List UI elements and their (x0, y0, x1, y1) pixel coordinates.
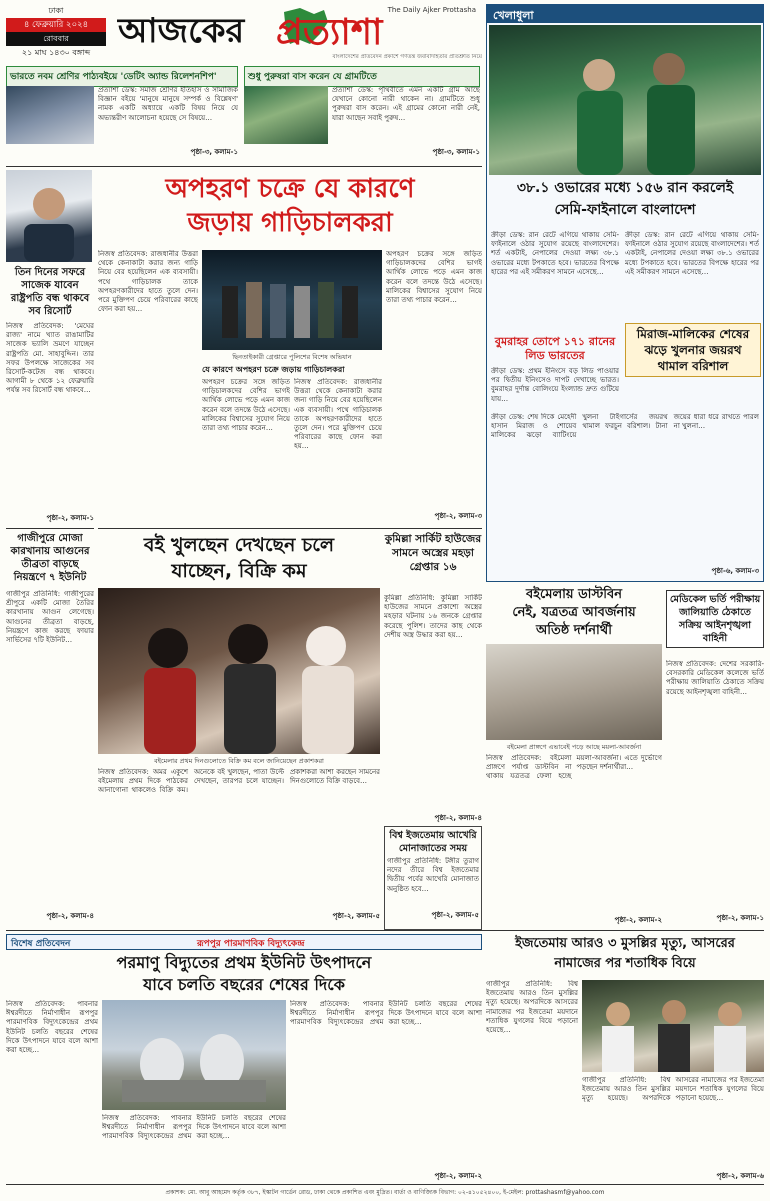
arrest-photo (202, 250, 382, 350)
comilla-body: কুমিল্লা প্রতিনিধি: কুমিল্লা সার্কিট হাউজের সামনে প্রকাশ্যে অস্ত্রের মহড়ার ঘটনায় ১৬ জনকে গ্রেপ্তার করেছে পুলিশ। তাদের কাছ থেকে দেশীয় অস্ত্র উদ্ধার করা হয়… (384, 594, 482, 639)
medical-body: নিজস্ব প্রতিবেদক: দেশের সরকারি-বেসরকারি মেডিকেল কলেজে ভর্তি পরীক্ষায় জালিয়াতি ঠেকাতে সক্রিয় রয়েছে আইনশৃঙ্খলা বাহিনী… (666, 660, 764, 696)
special-report-body-col2: নিজস্ব প্রতিবেদক: পাবনার ঈশ্বরদীতে নির্মাণাধীন রূপপুর পারমাণবিক বিদ্যুৎকেন্দ্রের প্রথম ইউনিট চলতি বছরের শেষের দিকে উৎপাদনে যাবে বলে আশা করা হচ্ছে… (102, 1114, 286, 1141)
lead-headline-1: অপহরণ চক্রে যে কারণে (165, 174, 415, 204)
comilla-headline: কুমিল্লা সার্কিট হাউজের সামনে অস্ত্রের মহড়া গ্রেপ্তার ১৬ (384, 533, 482, 573)
top-mid-headline: শুধু পুরুষরা বাস করেন যে গ্রামটিতে (244, 66, 480, 87)
ijtema-wedding-photo (582, 980, 764, 1072)
date-box (6, 4, 106, 64)
title-part-1: আজকের (118, 11, 245, 51)
cricketers-photo (489, 25, 761, 175)
bookfair-readers (98, 588, 380, 754)
top-mid-body: প্রত্যাশা ডেস্ক: পৃথিবীতে এমন একটি গ্রাম আছে যেখানে কোনো নারী থাকেন না। গ্রামটিতে শুধু পুরুষরা বাস করেন। এই গ্রামের কোনো নারী নেই, যারা আছেন সবাই পুরুষ… (332, 86, 480, 122)
bumrah-body: ক্রীড়া ডেস্ক: প্রথম ইনিংসে বড় লিড পাওয়ার পর দ্বিতীয় ইনিংসেও দাপট দেখাচ্ছে ভারত। বুমরাহর দুর্দান্ত বোলিংয়ে ইংল্যান্ড দ্রুত গুটিয়ে যায়… (491, 367, 619, 403)
bookfair-headline (98, 532, 380, 584)
lead-photo-caption: ছিনতাইকারী গ্রেপ্তারে পুলিশের বিশেষ অভিযান (232, 353, 352, 361)
ijtema-headline-1: ইজতেমায় আরও ৩ মুসল্লির মৃত্যু, আসরের (515, 936, 735, 951)
special-report-headline-2: যাবে চলতি বছরের শেষের দিকে (143, 975, 345, 994)
sports-cont: পৃষ্ঠা-৬, কলাম-৩ (711, 567, 759, 575)
lead-body-col3: নিজস্ব প্রতিবেদক: রাজধানীর উত্তরা থেকে কেনাকাটা করার জন্য গাড়ি নিয়ে বের হয়েছিলেন এক ব্যবসায়ী। পথে গাড়িচালক তাকে অপহরণকারীদের হাতে তুলে দেন। পরে মুক্তিপণ চেয়ে পরিবারের কাছে ফোন করা হয়… (294, 378, 382, 451)
tagline: বাংলাদেশের প্রতিবেদন প্রকাশে গণতন্ত্র জবাবদিহিতার প্রতিশ্রুতি নিয়ে (332, 54, 482, 60)
masthead (6, 4, 482, 64)
ijtema-cont: পৃষ্ঠা-২, কলাম-৬ (716, 1172, 764, 1180)
power-plant-photo (102, 1000, 286, 1110)
bpl-body: ক্রীড়া ডেস্ক: শেষ দিকে মেহেদী হাসান মিরাজ ও শোয়েব মালিকের ঝড়ো ব্যাটিংয়ে খুলনা টাইগার্সের জয়রথ থামাল ফরচুন বরিশাল। টানা জয়ের ধারা ধরে রাখতে পারল না খুলনা… (491, 413, 759, 440)
bpl-headline-2: ঝড়ে খুলনার জয়রথ (644, 343, 742, 357)
top-mid-story (244, 66, 480, 164)
village-photo (244, 86, 328, 144)
top-left-cont: পৃষ্ঠা-৩, কলাম-১ (190, 148, 238, 156)
english-title: The Daily Ajker Prottasha (387, 6, 476, 14)
ijtema-small-body: গাজীপুর প্রতিনিধি: টঙ্গীর তুরাগ নদের তীরে বিশ্ব ইজতেমার দ্বিতীয় পর্বের আখেরি মোনাজাত অনুষ্ঠিত হবে… (387, 857, 479, 893)
mid-divider (6, 930, 764, 931)
lead-cont: পৃষ্ঠা-২, কলাম-৩ (434, 512, 482, 520)
president-cont: পৃষ্ঠা-২, কলাম-১ (46, 514, 94, 522)
lead-headline-2: জড়ায় গাড়িচালকরা (187, 208, 393, 238)
special-report-tag: বিশেষ প্রতিবেদন (11, 939, 71, 949)
lead-subhead: যে কারণে অপহরণ চক্রে জড়ায় গাড়িচালকরা (202, 365, 345, 374)
weekday: রোববার (6, 32, 106, 46)
bookfair-photo (98, 588, 380, 754)
bpl-headline-1: মিরাজ-মালিকের শেষের (636, 327, 750, 341)
lead-divider (98, 528, 482, 529)
city: ঢাকা (48, 6, 64, 15)
title-part-2: প্রত্যাশা (276, 12, 383, 52)
dustbin-body: নিজস্ব প্রতিবেদক: বইমেলা প্রাঙ্গণে পর্যাপ্ত ডাস্টবিন না থাকায় যত্রতত্র ফেলা হচ্ছে ময়লা-আবর্জনা। এতে দুর্ভোগে পড়ছেন দর্শনার্থীরা… (486, 754, 662, 781)
classroom-photo (6, 86, 94, 144)
power-plant-domes (102, 1000, 286, 1110)
footer-rule (6, 1184, 764, 1185)
bumrah-headline: বুমরাহর তোপে ১৭১ রানের লিড ভারতের (494, 335, 616, 362)
lead-body-col1: নিজস্ব প্রতিবেদক: রাজধানীর উত্তরা থেকে কেনাকাটা করার জন্য গাড়ি নিয়ে বের হয়েছিলেন এক ব্যবসায়ী। পথে গাড়িচালক তাকে অপহরণকারীদের হাতে তুলে দেন। পরে মুক্তিপণ চেয়ে পরিবারের কাছে ফোন করা হয়… (98, 250, 198, 314)
sports-banner: খেলাধুলা (487, 5, 763, 23)
president-headline: তিন দিনের সফরে সাজেক যাবেন রাষ্ট্রপতি বন্ধ থাকবে সব রিসোর্ট (10, 267, 90, 317)
dustbin-headline-1: বইমেলায় ডাস্টবিন (526, 587, 622, 602)
special-report-body-col1: নিজস্ব প্রতিবেদক: পাবনার ঈশ্বরদীতে নির্মাণাধীন রূপপুর পারমাণবিক বিদ্যুৎকেন্দ্রের প্রথম ইউনিট চলতি বছরের শেষের দিকে উৎপাদনে যাবে বলে আশা করা হচ্ছে… (6, 1000, 98, 1055)
bpl-headline-3: থামাল বরিশাল (657, 359, 729, 373)
sports-body: ক্রীড়া ডেস্ক: রান রেটে এগিয়ে থাকায় সেমি-ফাইনালে ওঠার সুযোগ রয়েছে বাংলাদেশের। শর্ত একটাই, নেপালের দেওয়া লক্ষ্য ৩৮.১ ওভারের মধ্যে টপকাতে হবে। ভারতের বিপক্ষে হারের পর এই সমীকরণ সামনে এসেছে… (491, 231, 619, 276)
medical-cont: পৃষ্ঠা-২, কলাম-১ (716, 914, 764, 922)
sports-headline-1: ৩৮.১ ওভারের মধ্যে ১৫৬ রান করলেই (516, 180, 734, 196)
top-left-body: প্রত্যাশা ডেস্ক: সমাজ শ্রেণির ইতিহাস ও সামাজিক বিজ্ঞান বইয়ে 'মানুষে মানুষে সম্পর্ক ও বিশ্লেষণ' নামক একটি অধ্যায়ে একটি বিষয় নিয়ে যে অভ্যন্তরীণ আলোচনা হয়েছে সে বিষয়ে… (98, 86, 238, 122)
bookfair-caption: বইমেলার প্রথম দিনগুলোতে বিক্রি কম বলে জানিয়েছেন প্রকাশকরা (154, 757, 324, 765)
dustbin-headline-2: নেই, যত্রতত্র আবর্জনায় (512, 605, 636, 620)
top-mid-cont: পৃষ্ঠা-৩, কলাম-১ (432, 148, 480, 156)
ijtema-small-cont: পৃষ্ঠা-২, কলাম-৫ (431, 911, 479, 919)
dustbin-headline (486, 586, 662, 640)
bookfair-headline-2: যাচ্ছেন, বিক্রি কম (171, 560, 307, 582)
special-report-cont: পৃষ্ঠা-২, কলাম-২ (434, 1172, 482, 1180)
special-report-headline-1: পরমাণু বিদ্যুতের প্রথম ইউনিট উৎপাদনে (116, 953, 372, 972)
sports-headline-2: সেমি-ফাইনালে বাংলাদেশ (554, 202, 696, 218)
top-left-story (6, 66, 238, 164)
garbage-photo (486, 644, 662, 740)
ijtema-small-box (384, 826, 482, 930)
gazipur-headline: গাজীপুরে মোজা কারখানায় আগুনের তীব্রতা বাড়ছে নিয়ন্ত্রণে ৭ ইউনিট (10, 533, 90, 583)
lead-body-col4: অপহরণ চক্রের সঙ্গে জড়িত গাড়িচালকদের বেশির ভাগই আর্থিক লোভে পড়ে এমন কাজ করেন বলে তদন্তে উঠে এসেছে। মালিকের বিশ্বাসের সুযোগ নিয়ে তারা তথ্য পাচার করেন… (386, 250, 482, 305)
medical-headline: মেডিকেল ভর্তি পরীক্ষায় জালিয়াতি ঠেকাতে সক্রিয় আইনশৃঙ্খলা বাহিনী (666, 590, 764, 648)
sports-body-col2: ক্রীড়া ডেস্ক: রান রেটে এগিয়ে থাকায় সেমি-ফাইনালে ওঠার সুযোগ রয়েছে বাংলাদেশের। শর্ত একটাই, নেপালের দেওয়া লক্ষ্য ৩৮.১ ওভারের মধ্যে টপকাতে হবে। ভারতের বিপক্ষে হারের পর এই সমীকরণ সামনে এসেছে… (625, 231, 759, 276)
special-report-kicker: রূপপুর পারমাণবিক বিদ্যুৎকেন্দ্র (197, 939, 305, 949)
date-en: ৪ ফেব্রুয়ারি ২০২৪ (6, 18, 106, 32)
gazipur-body: গাজীপুর প্রতিনিধি: গাজীপুরের শ্রীপুরে একটি মোজা তৈরির কারখানায় আগুন লেগেছে। আগুনের তীব্রতা বাড়ছে, নিয়ন্ত্রণে কাজ করছে ফায়ার সার্ভিসের ৭টি ইউনিট… (6, 590, 94, 645)
cricketers-silhouette (489, 25, 761, 175)
portrait-silhouette (6, 170, 92, 262)
ijtema-body-col2: গাজীপুর প্রতিনিধি: বিশ্ব ইজতেমায় আরও তিন মুসল্লির মৃত্যু হয়েছে। অপরদিকে আসরের নামাজের পর ইজতেমা ময়দানে শতাধিক যুগলের বিয়ে পড়ানো হয়েছে… (582, 1076, 764, 1103)
bookfair-body: নিজস্ব প্রতিবেদক: অমর একুশে বইমেলায় প্রথম দিকে পাঠকের আনাগোনা থাকলেও বিক্রি কম। অনেকে বই খুলছেন, পাতা উল্টে দেখছেন, তারপর চলে যাচ্ছেন। প্রকাশকরা আশা করছেন সামনের দিনগুলোতে বিক্রি বাড়বে… (98, 768, 380, 795)
sports-headline (489, 177, 761, 227)
bpl-headline (625, 323, 761, 377)
president-body: নিজস্ব প্রতিবেদক: 'মেঘের রাজ্য' নামে খ্যাত রাঙামাটির সাজেক ভ্যালি ভ্রমণে যাচ্ছেন রাষ্ট্রপতি মো. সাহাবুদ্দিন। তার সফর উপলক্ষে সাজেকের সব রিসোর্ট-কটেজ বন্ধ থাকবে। আগামী ৮ থেকে ১২ ফেব্রুয়ারি পর্যন্ত সব রিসোর্ট বন্ধ থাকবে… (6, 322, 94, 395)
special-report-banner (6, 934, 482, 950)
bookfair-headline-1: বই খুলছেন দেখছেন চলে (143, 534, 335, 556)
arrest-figures (202, 250, 382, 350)
special-report-body-col3: নিজস্ব প্রতিবেদক: পাবনার ঈশ্বরদীতে নির্মাণাধীন রূপপুর পারমাণবিক বিদ্যুৎকেন্দ্রের প্রথম ইউনিট চলতি বছরের শেষের দিকে উৎপাদনে যাবে বলে আশা করা হচ্ছে… (290, 1000, 482, 1027)
comilla-cont: পৃষ্ঠা-২, কলাম-৪ (434, 814, 482, 822)
date-bn: ২১ মাঘ ১৪৩০ বঙ্গাব্দ (21, 48, 91, 57)
gazipur-cont: পৃষ্ঠা-২, কলাম-৪ (46, 912, 94, 920)
president-photo (6, 170, 92, 262)
top-divider (6, 166, 482, 167)
ijtema-body-col1: গাজীপুর প্রতিনিধি: বিশ্ব ইজতেমায় আরও তিন মুসল্লির মৃত্যু হয়েছে। অপরদিকে আসরের নামাজের পর ইজতেমা ময়দানে শতাধিক যুগলের বিয়ে পড়ানো হয়েছে… (486, 980, 578, 1035)
ijtema-grooms (582, 980, 764, 1072)
lead-headline (98, 172, 482, 240)
ijtema-headline-2: নামাজের পর শতাধিক বিয়ে (554, 956, 696, 971)
bookfair-cont: পৃষ্ঠা-২, কলাম-৫ (332, 912, 380, 920)
lead-body-col2: অপহরণ চক্রের সঙ্গে জড়িত গাড়িচালকদের বেশির ভাগই আর্থিক লোভে পড়ে এমন কাজ করেন বলে তদন্তে উঠে এসেছে। মালিকের বিশ্বাসের সুযোগ নিয়ে তারা তথ্য পাচার করেন… (202, 378, 290, 433)
dustbin-cont: পৃষ্ঠা-২, কলাম-২ (614, 916, 662, 924)
top-left-headline: ভারতে নবম শ্রেণির পাঠ্যবইয়ে 'ডেটিং অ্যান্ড রিলেশনশিপ' (6, 66, 238, 87)
dustbin-headline-3: অতিষ্ঠ দর্শনার্থী (536, 623, 612, 638)
special-report-headline (6, 952, 482, 996)
left-divider (6, 528, 94, 529)
ijtema-small-headline: বিশ্ব ইজতেমায় আখেরি মোনাজাতের সময় (389, 830, 477, 854)
dustbin-caption: বইমেলা প্রাঙ্গণে এভাবেই পড়ে আছে ময়লা-আবর্জনা (506, 743, 642, 751)
footer-imprint: প্রকাশক: মো. আবু আহমেদ কর্তৃক ৩৮৭, ইস্কাটন গার্ডেন রোড, ঢাকা থেকে প্রকাশিত এবং মুদ্রিত। বার্তা ও বাণিজ্যিক বিভাগ: ০২-৪১০৫২৪০০, ই-মেইল: prottashasmf@yahoo.com (165, 1189, 605, 1196)
sports-section (486, 4, 764, 582)
ijtema-headline (486, 934, 764, 974)
